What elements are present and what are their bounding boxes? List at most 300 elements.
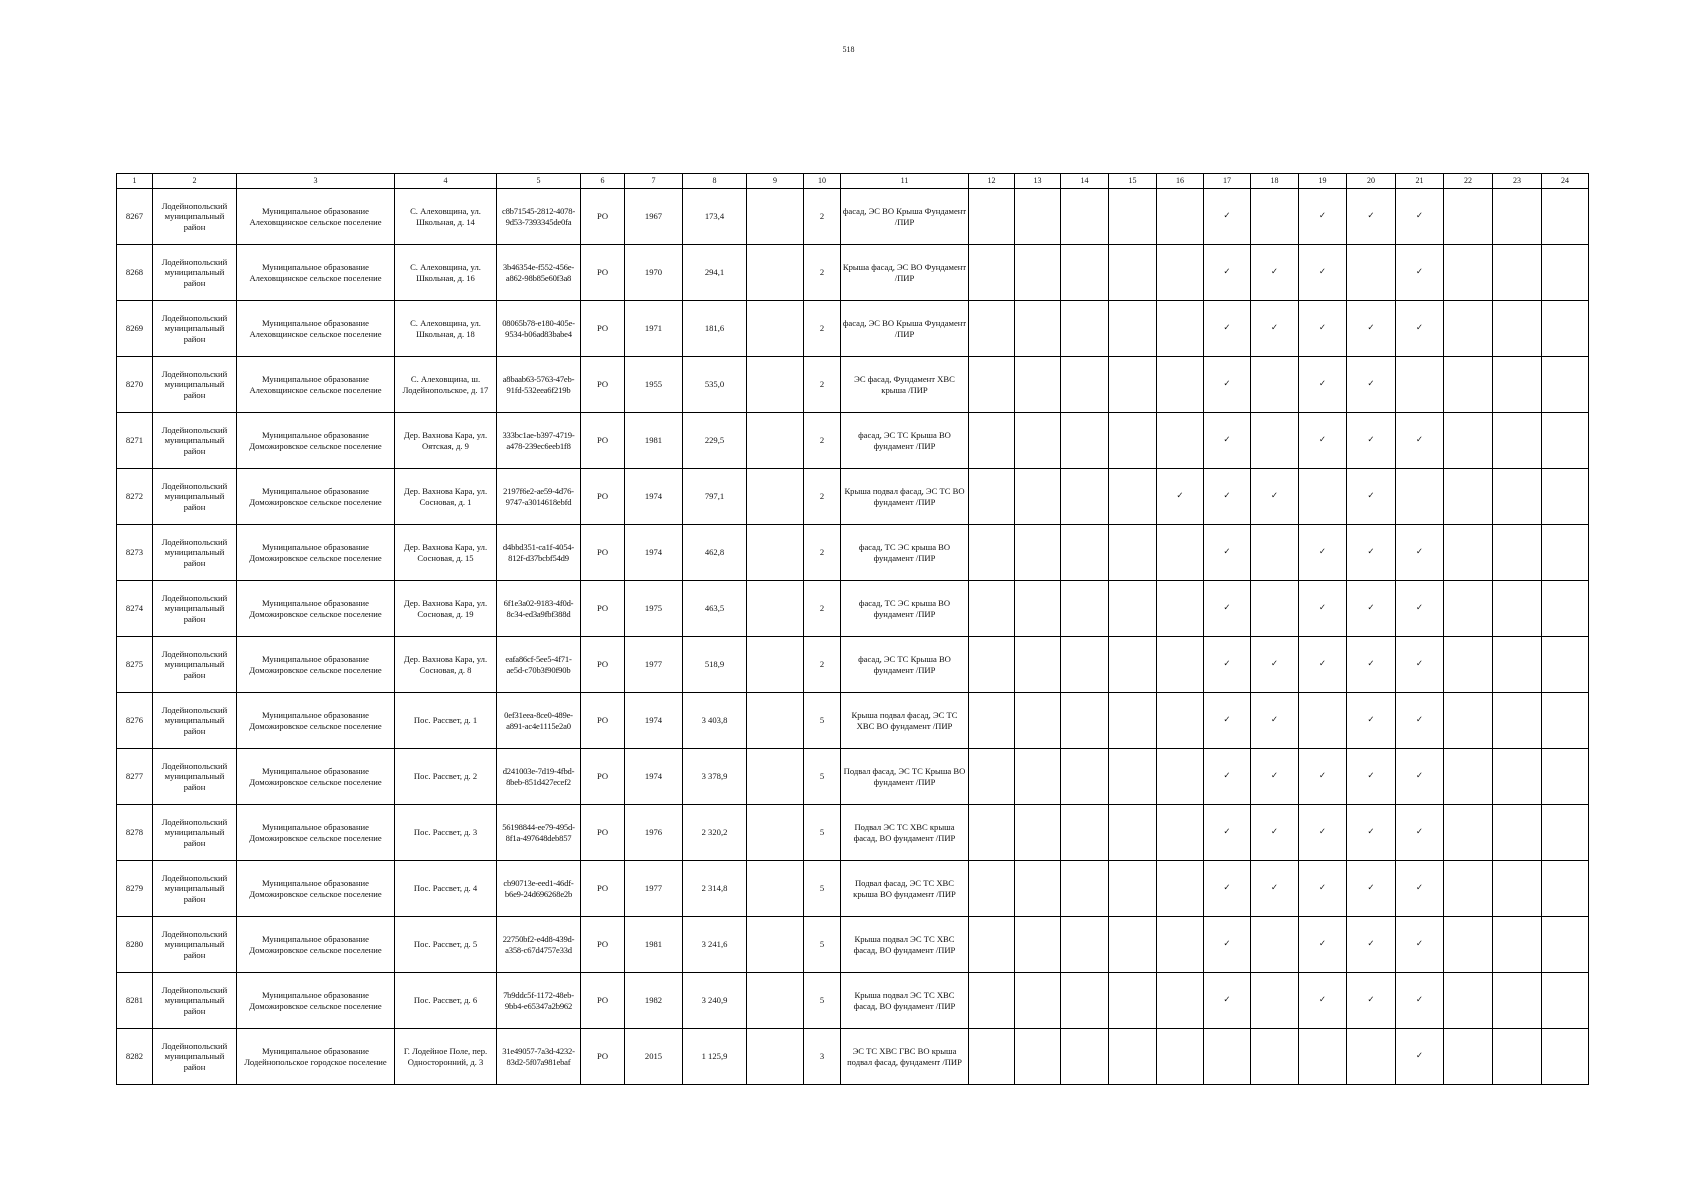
- building-id-cell: d241003e-7d19-4fbd-8beb-851d427ecef2: [497, 749, 581, 805]
- empty-cell: [747, 581, 804, 637]
- check-mark: ✓: [1251, 245, 1299, 301]
- empty-cell: [1444, 973, 1493, 1029]
- table-row: [117, 917, 1589, 973]
- check-mark: ✓: [1299, 189, 1347, 245]
- check-mark: ✓: [1299, 749, 1347, 805]
- row-number: 8267: [117, 189, 153, 245]
- empty-cell: [1493, 637, 1542, 693]
- area-cell: 1 125,9: [683, 1029, 747, 1085]
- empty-cell: [1251, 189, 1299, 245]
- empty-cell: [969, 581, 1015, 637]
- check-mark: ✓: [1204, 637, 1251, 693]
- empty-cell: [1493, 973, 1542, 1029]
- empty-cell: [747, 525, 804, 581]
- check-mark: ✓: [1396, 637, 1444, 693]
- empty-cell: [1444, 861, 1493, 917]
- check-mark: ✓: [1251, 861, 1299, 917]
- empty-cell: [1061, 861, 1109, 917]
- works-cell: фасад, ЭС ВО Крыша Фундамент /ПИР: [841, 301, 969, 357]
- check-mark: ✓: [1396, 749, 1444, 805]
- address-cell: Дер. Вахнова Кара, ул. Оятская, д. 9: [395, 413, 497, 469]
- row-number: 8274: [117, 581, 153, 637]
- empty-cell: [1015, 357, 1061, 413]
- column-header: 20: [1347, 174, 1396, 189]
- address-cell: С. Алеховщина, ул. Школьная, д. 18: [395, 301, 497, 357]
- empty-cell: [969, 413, 1015, 469]
- area-cell: 463,5: [683, 581, 747, 637]
- table-row: [117, 581, 1589, 637]
- address-cell: С. Алеховщина, ул. Школьная, д. 16: [395, 245, 497, 301]
- check-mark: ✓: [1396, 525, 1444, 581]
- year-cell: 1977: [625, 861, 683, 917]
- year-cell: 1974: [625, 749, 683, 805]
- empty-cell: [1061, 525, 1109, 581]
- column-header: 7: [625, 174, 683, 189]
- municipality-cell: Муниципальное образование Доможировское сельское поселение: [237, 861, 395, 917]
- column-header: 15: [1109, 174, 1157, 189]
- column-header: 21: [1396, 174, 1444, 189]
- empty-cell: [1157, 581, 1204, 637]
- empty-cell: [1542, 581, 1589, 637]
- empty-cell: [1493, 301, 1542, 357]
- municipality-cell: Муниципальное образование Доможировское сельское поселение: [237, 469, 395, 525]
- column-header: 11: [841, 174, 969, 189]
- type-cell: РО: [581, 245, 625, 301]
- empty-cell: [747, 189, 804, 245]
- empty-cell: [1542, 749, 1589, 805]
- empty-cell: [1157, 973, 1204, 1029]
- empty-cell: [1299, 693, 1347, 749]
- empty-cell: [969, 301, 1015, 357]
- row-number: 8281: [117, 973, 153, 1029]
- check-mark: ✓: [1347, 301, 1396, 357]
- column-10-cell: 2: [804, 469, 841, 525]
- empty-cell: [1444, 917, 1493, 973]
- empty-cell: [1109, 189, 1157, 245]
- row-number: 8269: [117, 301, 153, 357]
- empty-cell: [1109, 805, 1157, 861]
- empty-cell: [1061, 413, 1109, 469]
- empty-cell: [1015, 469, 1061, 525]
- empty-cell: [1109, 973, 1157, 1029]
- district-cell: Лодейнопольский муниципальный район: [153, 861, 237, 917]
- check-mark: ✓: [1396, 1029, 1444, 1085]
- check-mark: ✓: [1299, 301, 1347, 357]
- column-10-cell: 5: [804, 973, 841, 1029]
- empty-cell: [1157, 637, 1204, 693]
- column-header: 18: [1251, 174, 1299, 189]
- empty-cell: [1542, 245, 1589, 301]
- empty-cell: [1061, 693, 1109, 749]
- empty-cell: [1015, 1029, 1061, 1085]
- empty-cell: [747, 805, 804, 861]
- empty-cell: [1444, 469, 1493, 525]
- year-cell: 2015: [625, 1029, 683, 1085]
- empty-cell: [1493, 805, 1542, 861]
- empty-cell: [1251, 525, 1299, 581]
- area-cell: 797,1: [683, 469, 747, 525]
- municipality-cell: Муниципальное образование Доможировское сельское поселение: [237, 917, 395, 973]
- type-cell: РО: [581, 189, 625, 245]
- column-header: 4: [395, 174, 497, 189]
- check-mark: ✓: [1396, 189, 1444, 245]
- empty-cell: [1061, 245, 1109, 301]
- check-mark: ✓: [1204, 469, 1251, 525]
- year-cell: 1955: [625, 357, 683, 413]
- empty-cell: [747, 413, 804, 469]
- year-cell: 1982: [625, 973, 683, 1029]
- building-id-cell: 08065b78-e180-405e-9534-b06ad83babe4: [497, 301, 581, 357]
- empty-cell: [1015, 749, 1061, 805]
- year-cell: 1976: [625, 805, 683, 861]
- column-header: 3: [237, 174, 395, 189]
- empty-cell: [1444, 413, 1493, 469]
- year-cell: 1975: [625, 581, 683, 637]
- table-row: [117, 749, 1589, 805]
- empty-cell: [1493, 189, 1542, 245]
- empty-cell: [1157, 1029, 1204, 1085]
- empty-cell: [969, 973, 1015, 1029]
- empty-cell: [1542, 637, 1589, 693]
- works-cell: Крыша подвал фасад, ЭС ТС ХВС ВО фундамент /ПИР: [841, 693, 969, 749]
- empty-cell: [1015, 413, 1061, 469]
- year-cell: 1974: [625, 469, 683, 525]
- area-cell: 294,1: [683, 245, 747, 301]
- empty-cell: [1493, 469, 1542, 525]
- table-row: [117, 525, 1589, 581]
- municipality-cell: Муниципальное образование Доможировское сельское поселение: [237, 581, 395, 637]
- row-number: 8271: [117, 413, 153, 469]
- district-cell: Лодейнопольский муниципальный район: [153, 245, 237, 301]
- column-10-cell: 5: [804, 861, 841, 917]
- check-mark: ✓: [1396, 861, 1444, 917]
- row-number: 8270: [117, 357, 153, 413]
- row-number: 8275: [117, 637, 153, 693]
- empty-cell: [1157, 749, 1204, 805]
- works-cell: ЭС фасад, Фундамент ХВС крыша /ПИР: [841, 357, 969, 413]
- year-cell: 1974: [625, 525, 683, 581]
- area-cell: 535,0: [683, 357, 747, 413]
- check-mark: ✓: [1299, 413, 1347, 469]
- type-cell: РО: [581, 917, 625, 973]
- column-header: 5: [497, 174, 581, 189]
- empty-cell: [1061, 357, 1109, 413]
- table-row: [117, 413, 1589, 469]
- empty-cell: [1299, 469, 1347, 525]
- empty-cell: [1015, 637, 1061, 693]
- address-cell: Пос. Рассвет, д. 6: [395, 973, 497, 1029]
- check-mark: ✓: [1347, 805, 1396, 861]
- check-mark: ✓: [1299, 805, 1347, 861]
- empty-cell: [1251, 973, 1299, 1029]
- address-cell: Пос. Рассвет, д. 2: [395, 749, 497, 805]
- municipality-cell: Муниципальное образование Доможировское сельское поселение: [237, 973, 395, 1029]
- empty-cell: [1015, 525, 1061, 581]
- table-row: [117, 469, 1589, 525]
- building-id-cell: eafa86cf-5ee5-4f71-ae5d-c70b3f90f90b: [497, 637, 581, 693]
- type-cell: РО: [581, 805, 625, 861]
- row-number: 8272: [117, 469, 153, 525]
- area-cell: 173,4: [683, 189, 747, 245]
- empty-cell: [1444, 749, 1493, 805]
- empty-cell: [1444, 301, 1493, 357]
- empty-cell: [969, 469, 1015, 525]
- address-cell: Пос. Рассвет, д. 3: [395, 805, 497, 861]
- header-row: [117, 174, 1589, 189]
- check-mark: ✓: [1347, 469, 1396, 525]
- check-mark: ✓: [1299, 245, 1347, 301]
- district-cell: Лодейнопольский муниципальный район: [153, 973, 237, 1029]
- building-id-cell: c8b71545-2812-4078-9d53-7393345de0fa: [497, 189, 581, 245]
- table-row: [117, 637, 1589, 693]
- column-10-cell: 3: [804, 1029, 841, 1085]
- district-cell: Лодейнопольский муниципальный район: [153, 693, 237, 749]
- building-id-cell: d4bbd351-ca1f-4054-812f-d37bcbf54d9: [497, 525, 581, 581]
- empty-cell: [1109, 861, 1157, 917]
- building-id-cell: 0ef31eea-8ce0-489e-a891-ac4e1115e2a0: [497, 693, 581, 749]
- check-mark: ✓: [1299, 525, 1347, 581]
- column-10-cell: 2: [804, 189, 841, 245]
- check-mark: ✓: [1204, 581, 1251, 637]
- column-10-cell: 2: [804, 581, 841, 637]
- column-header: 1: [117, 174, 153, 189]
- empty-cell: [1157, 693, 1204, 749]
- year-cell: 1981: [625, 413, 683, 469]
- row-number: 8273: [117, 525, 153, 581]
- check-mark: ✓: [1204, 973, 1251, 1029]
- check-mark: ✓: [1347, 637, 1396, 693]
- check-mark: ✓: [1204, 693, 1251, 749]
- empty-cell: [1542, 357, 1589, 413]
- check-mark: ✓: [1396, 917, 1444, 973]
- municipality-cell: Муниципальное образование Алеховщинское сельское поселение: [237, 357, 395, 413]
- empty-cell: [1109, 469, 1157, 525]
- area-cell: 229,5: [683, 413, 747, 469]
- area-cell: 3 378,9: [683, 749, 747, 805]
- check-mark: ✓: [1251, 301, 1299, 357]
- empty-cell: [1157, 413, 1204, 469]
- empty-cell: [1061, 189, 1109, 245]
- district-cell: Лодейнопольский муниципальный район: [153, 917, 237, 973]
- works-cell: Крыша подвал ЭС ТС ХВС фасад, ВО фундамент /ПИР: [841, 917, 969, 973]
- empty-cell: [1493, 1029, 1542, 1085]
- type-cell: РО: [581, 469, 625, 525]
- empty-cell: [1157, 357, 1204, 413]
- check-mark: ✓: [1347, 693, 1396, 749]
- check-mark: ✓: [1347, 581, 1396, 637]
- row-number: 8278: [117, 805, 153, 861]
- empty-cell: [1015, 917, 1061, 973]
- empty-cell: [1157, 301, 1204, 357]
- empty-cell: [1444, 189, 1493, 245]
- empty-cell: [747, 637, 804, 693]
- empty-cell: [1444, 693, 1493, 749]
- column-10-cell: 2: [804, 637, 841, 693]
- column-10-cell: 5: [804, 749, 841, 805]
- type-cell: РО: [581, 861, 625, 917]
- empty-cell: [1444, 525, 1493, 581]
- check-mark: ✓: [1251, 749, 1299, 805]
- building-id-cell: 2197f6e2-ae59-4d76-9747-a3014618ebfd: [497, 469, 581, 525]
- check-mark: ✓: [1396, 413, 1444, 469]
- empty-cell: [969, 805, 1015, 861]
- empty-cell: [1251, 581, 1299, 637]
- check-mark: ✓: [1299, 917, 1347, 973]
- empty-cell: [747, 301, 804, 357]
- works-cell: фасад, ТС ЭС крыша ВО фундамент /ПИР: [841, 525, 969, 581]
- empty-cell: [1061, 805, 1109, 861]
- row-number: 8277: [117, 749, 153, 805]
- check-mark: ✓: [1396, 693, 1444, 749]
- check-mark: ✓: [1299, 973, 1347, 1029]
- works-cell: фасад, ЭС ВО Крыша Фундамент /ПИР: [841, 189, 969, 245]
- works-cell: ЭС ТС ХВС ГВС ВО крыша подвал фасад, фундамент /ПИР: [841, 1029, 969, 1085]
- area-cell: 518,9: [683, 637, 747, 693]
- empty-cell: [1109, 581, 1157, 637]
- check-mark: ✓: [1204, 805, 1251, 861]
- address-cell: Дер. Вахнова Кара, ул. Сосновая, д. 19: [395, 581, 497, 637]
- row-number: 8268: [117, 245, 153, 301]
- row-number: 8276: [117, 693, 153, 749]
- empty-cell: [1061, 749, 1109, 805]
- district-cell: Лодейнопольский муниципальный район: [153, 805, 237, 861]
- column-10-cell: 2: [804, 301, 841, 357]
- works-cell: фасад, ТС ЭС крыша ВО фундамент /ПИР: [841, 581, 969, 637]
- check-mark: ✓: [1347, 189, 1396, 245]
- empty-cell: [1109, 301, 1157, 357]
- empty-cell: [1347, 245, 1396, 301]
- building-id-cell: cb90713e-eed1-46df-b6e9-24d696268e2b: [497, 861, 581, 917]
- building-id-cell: 6f1e3a02-9183-4f0d-8c34-ed3a9fbf388d: [497, 581, 581, 637]
- type-cell: РО: [581, 413, 625, 469]
- column-header: 6: [581, 174, 625, 189]
- district-cell: Лодейнопольский муниципальный район: [153, 637, 237, 693]
- empty-cell: [1542, 693, 1589, 749]
- address-cell: Пос. Рассвет, д. 1: [395, 693, 497, 749]
- district-cell: Лодейнопольский муниципальный район: [153, 357, 237, 413]
- column-10-cell: 2: [804, 525, 841, 581]
- empty-cell: [747, 357, 804, 413]
- year-cell: 1967: [625, 189, 683, 245]
- table-row: [117, 693, 1589, 749]
- check-mark: ✓: [1204, 749, 1251, 805]
- address-cell: Пос. Рассвет, д. 4: [395, 861, 497, 917]
- column-10-cell: 5: [804, 805, 841, 861]
- building-id-cell: 56198844-ee79-495d-8f1a-497648deb857: [497, 805, 581, 861]
- empty-cell: [1109, 525, 1157, 581]
- check-mark: ✓: [1347, 413, 1396, 469]
- works-cell: Крыша подвал ЭС ТС ХВС фасад, ВО фундамент /ПИР: [841, 973, 969, 1029]
- row-number: 8280: [117, 917, 153, 973]
- page-number: 518: [842, 45, 855, 54]
- empty-cell: [1109, 637, 1157, 693]
- column-header: 16: [1157, 174, 1204, 189]
- check-mark: ✓: [1347, 973, 1396, 1029]
- empty-cell: [747, 861, 804, 917]
- check-mark: ✓: [1347, 861, 1396, 917]
- column-header: 10: [804, 174, 841, 189]
- empty-cell: [1542, 413, 1589, 469]
- district-cell: Лодейнопольский муниципальный район: [153, 413, 237, 469]
- type-cell: РО: [581, 301, 625, 357]
- municipality-cell: Муниципальное образование Доможировское сельское поселение: [237, 637, 395, 693]
- building-id-cell: 31e49057-7a3d-4232-83d2-5f07a981ebaf: [497, 1029, 581, 1085]
- address-cell: Дер. Вахнова Кара, ул. Сосновая, д. 15: [395, 525, 497, 581]
- municipality-cell: Муниципальное образование Доможировское сельское поселение: [237, 413, 395, 469]
- municipality-cell: Муниципальное образование Доможировское сельское поселение: [237, 693, 395, 749]
- district-cell: Лодейнопольский муниципальный район: [153, 581, 237, 637]
- empty-cell: [747, 1029, 804, 1085]
- district-cell: Лодейнопольский муниципальный район: [153, 749, 237, 805]
- empty-cell: [1109, 245, 1157, 301]
- empty-cell: [1109, 357, 1157, 413]
- empty-cell: [1493, 749, 1542, 805]
- column-header: 23: [1493, 174, 1542, 189]
- empty-cell: [1444, 805, 1493, 861]
- area-cell: 3 240,9: [683, 973, 747, 1029]
- empty-cell: [1157, 189, 1204, 245]
- empty-cell: [1109, 413, 1157, 469]
- empty-cell: [747, 245, 804, 301]
- empty-cell: [1396, 357, 1444, 413]
- address-cell: Г. Лодейное Поле, пер. Односторонний, д. 3: [395, 1029, 497, 1085]
- empty-cell: [1347, 1029, 1396, 1085]
- empty-cell: [1493, 861, 1542, 917]
- type-cell: РО: [581, 525, 625, 581]
- area-cell: 181,6: [683, 301, 747, 357]
- empty-cell: [747, 749, 804, 805]
- empty-cell: [1015, 693, 1061, 749]
- table-body: [117, 189, 1589, 1085]
- empty-cell: [1015, 861, 1061, 917]
- empty-cell: [747, 469, 804, 525]
- check-mark: ✓: [1251, 805, 1299, 861]
- check-mark: ✓: [1157, 469, 1204, 525]
- empty-cell: [1061, 1029, 1109, 1085]
- column-header: 13: [1015, 174, 1061, 189]
- check-mark: ✓: [1299, 861, 1347, 917]
- empty-cell: [1493, 357, 1542, 413]
- check-mark: ✓: [1204, 189, 1251, 245]
- capital-repair-table: [116, 173, 1589, 1085]
- empty-cell: [747, 693, 804, 749]
- empty-cell: [1444, 1029, 1493, 1085]
- column-10-cell: 2: [804, 413, 841, 469]
- empty-cell: [747, 917, 804, 973]
- year-cell: 1974: [625, 693, 683, 749]
- table-row: [117, 189, 1589, 245]
- municipality-cell: Муниципальное образование Алеховщинское сельское поселение: [237, 189, 395, 245]
- empty-cell: [969, 917, 1015, 973]
- building-id-cell: a8baab63-5763-47eb-91fd-532eea6f219b: [497, 357, 581, 413]
- table-row: [117, 245, 1589, 301]
- type-cell: РО: [581, 973, 625, 1029]
- check-mark: ✓: [1299, 357, 1347, 413]
- type-cell: РО: [581, 749, 625, 805]
- check-mark: ✓: [1204, 245, 1251, 301]
- works-cell: Подвал фасад, ЭС ТС Крыша ВО фундамент /ПИР: [841, 749, 969, 805]
- municipality-cell: Муниципальное образование Алеховщинское сельское поселение: [237, 245, 395, 301]
- works-cell: фасад, ЭС ТС Крыша ВО фундамент /ПИР: [841, 637, 969, 693]
- district-cell: Лодейнопольский муниципальный район: [153, 301, 237, 357]
- year-cell: 1971: [625, 301, 683, 357]
- type-cell: РО: [581, 1029, 625, 1085]
- column-header: 8: [683, 174, 747, 189]
- empty-cell: [1542, 805, 1589, 861]
- check-mark: ✓: [1396, 581, 1444, 637]
- check-mark: ✓: [1299, 581, 1347, 637]
- empty-cell: [1157, 861, 1204, 917]
